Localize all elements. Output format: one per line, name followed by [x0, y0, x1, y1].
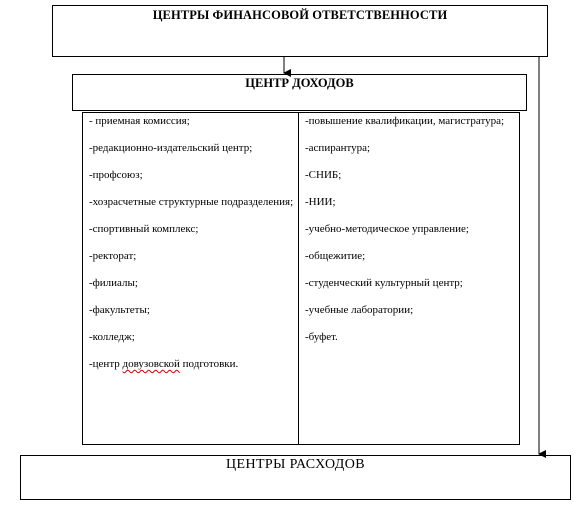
list-item: -буфет.	[305, 331, 338, 343]
list-item: -колледж;	[89, 331, 135, 343]
list-item: -центр довузовской подготовки.	[89, 358, 239, 370]
expense-centers-title: ЦЕНТРЫ РАСХОДОВ	[225, 457, 365, 472]
responsibility-centers-title: ЦЕНТРЫ ФИНАНСОВОЙ ОТВЕТСТВЕННОСТИ	[152, 8, 448, 22]
list-item: -учебные лаборатории;	[305, 304, 414, 316]
list-item: -общежитие;	[305, 250, 366, 262]
income-center-title: ЦЕНТР ДОХОДОВ	[245, 76, 354, 90]
list-item: -факультеты;	[89, 304, 150, 316]
list-item: -НИИ;	[305, 196, 336, 208]
list-item: -аспирантура;	[305, 142, 371, 154]
list-item: -студенческий культурный центр;	[305, 277, 463, 289]
list-item: -профсоюз;	[89, 169, 143, 181]
list-item: -ректорат;	[89, 250, 137, 262]
list-item: -редакционно-издательский центр;	[89, 142, 253, 154]
list-item: -хозрасчетные структурные подразделения;	[89, 196, 294, 208]
list-item: -учебно-методическое управление;	[305, 223, 469, 235]
list-item: - приемная комиссия;	[89, 115, 190, 127]
list-item: -повышение квалификации, магистратура;	[305, 115, 505, 127]
list-item: -спортивный комплекс;	[89, 223, 199, 235]
spellcheck-underline: довузовской	[122, 358, 180, 370]
list-item: -СНИБ;	[305, 169, 342, 181]
list-item: -филиалы;	[89, 277, 138, 289]
